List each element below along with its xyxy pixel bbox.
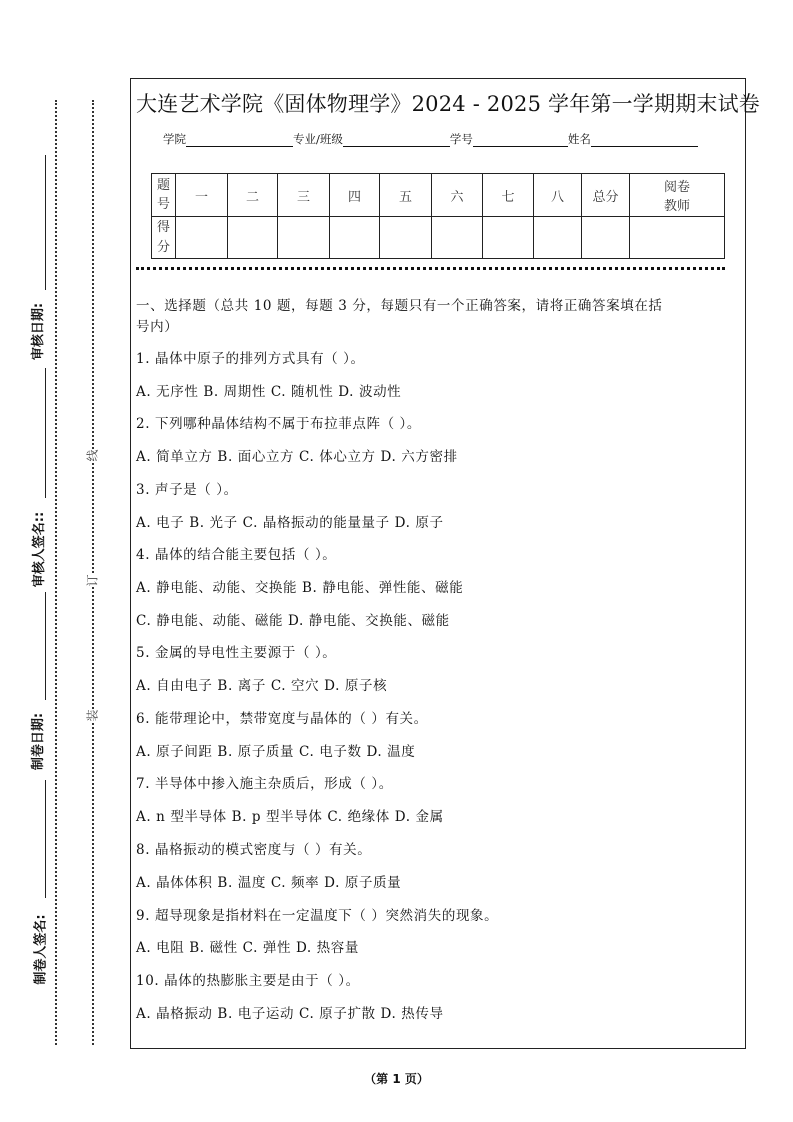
question-line: 5. 金属的导电性主要源于（ ）。: [136, 645, 337, 661]
question-line: 4. 晶体的结合能主要包括（ ）。: [136, 547, 337, 563]
student-id-label: 学号: [449, 132, 473, 146]
col-header: 阅卷教师: [630, 174, 725, 217]
options-line: A. 自由电子 B. 离子 C. 空穴 D. 原子核: [136, 678, 388, 694]
score-cell[interactable]: [278, 217, 330, 259]
col-header: 一: [176, 174, 228, 217]
prepare-date-line: [45, 592, 46, 700]
score-cell[interactable]: [534, 217, 582, 259]
question-line: 1. 晶体中原子的排列方式具有（ ）。: [136, 351, 365, 367]
binding-char-ding: 订: [85, 574, 100, 587]
col-header: 二: [228, 174, 278, 217]
question-line: 10. 晶体的热膨胀主要是由于（ ）。: [136, 973, 360, 989]
question-line: 9. 超导现象是指材料在一定温度下（ ）突然消失的现象。: [136, 908, 499, 924]
col-header: 三: [278, 174, 330, 217]
col-header: 七: [483, 174, 534, 217]
review-date-line: [45, 155, 46, 290]
score-cell[interactable]: [582, 217, 630, 259]
question-line: 7. 半导体中掺入施主杂质后，形成（ ）。: [136, 776, 393, 792]
major-class-field[interactable]: [343, 133, 450, 147]
preparer-signature-label: 制卷人签名:: [33, 914, 49, 985]
student-info-row: [163, 131, 698, 147]
options-line: A. 电阻 B. 磁性 C. 弹性 D. 热容量: [136, 940, 359, 956]
score-cell[interactable]: [228, 217, 278, 259]
options-line: A. n 型半导体 B. p 型半导体 C. 绝缘体 D. 金属: [136, 809, 444, 825]
binding-char-zhuang: 装: [85, 709, 100, 722]
options-line: A. 简单立方 B. 面心立方 C. 体心立方 D. 六方密排: [136, 449, 458, 465]
major-class-label: 专业/班级: [293, 132, 343, 146]
section-heading-cont: 号内）: [136, 319, 179, 335]
exam-title: 大连艺术学院《固体物理学》2024 - 2025 学年第一学期期末试卷: [136, 92, 761, 116]
options-line: A. 晶格振动 B. 电子运动 C. 原子扩散 D. 热传导: [136, 1006, 444, 1022]
col-header: 六: [432, 174, 483, 217]
score-cell[interactable]: [483, 217, 534, 259]
binding-char-xian: 线: [85, 449, 100, 462]
score-cell[interactable]: [432, 217, 483, 259]
score-table: [151, 173, 725, 259]
preparer-signature-line: [45, 780, 46, 898]
prepare-date-label: 制卷日期:: [31, 712, 47, 771]
options-line: A. 原子间距 B. 原子质量 C. 电子数 D. 温度: [136, 744, 416, 760]
col-header: 四: [330, 174, 380, 217]
options-line: A. 无序性 B. 周期性 C. 随机性 D. 波动性: [136, 384, 402, 400]
score-cell[interactable]: [330, 217, 380, 259]
score-cell[interactable]: [176, 217, 228, 259]
student-id-field[interactable]: [473, 133, 568, 147]
college-field[interactable]: [186, 133, 293, 147]
options-line: A. 电子 B. 光子 C. 晶格振动的能量量子 D. 原子: [136, 515, 444, 531]
col-header: 五: [380, 174, 432, 217]
question-line: 2. 下列哪种晶体结构不属于布拉菲点阵（ ）。: [136, 416, 422, 432]
col-header: 八: [534, 174, 582, 217]
section-heading: 一、选择题（总共 10 题，每题 3 分，每题只有一个正确答案，请将正确答案填在括: [136, 298, 663, 314]
score-cell[interactable]: [380, 217, 432, 259]
page-number: （第 1 页）: [364, 1072, 429, 1086]
options-line: A. 晶体体积 B. 温度 C. 频率 D. 原子质量: [136, 875, 402, 891]
question-line: 6. 能带理论中，禁带宽度与晶体的（ ）有关。: [136, 711, 428, 727]
college-label: 学院: [163, 132, 186, 146]
reviewer-signature-line: [45, 368, 46, 498]
section-separator: [136, 267, 725, 270]
score-cell[interactable]: [630, 217, 725, 259]
binding-dotted-line-inner: [92, 100, 94, 1045]
options-line: A. 静电能、动能、交换能 B. 静电能、弹性能、磁能: [136, 580, 464, 596]
name-label: 姓名: [567, 132, 591, 146]
options-line: C. 静电能、动能、磁能 D. 静电能、交换能、磁能: [136, 613, 450, 629]
question-line: 3. 声子是（ ）。: [136, 482, 238, 498]
row-label-question-no: 题号: [152, 174, 176, 217]
row-label-score: 得分: [152, 217, 176, 259]
name-field[interactable]: [591, 133, 698, 147]
review-date-label: 审核日期:: [31, 302, 47, 361]
col-header: 总分: [582, 174, 630, 217]
question-line: 8. 晶格振动的模式密度与（ ）有关。: [136, 842, 372, 858]
binding-dotted-line-outer: [55, 100, 57, 1045]
reviewer-signature-label: 审核人签名::: [32, 511, 48, 588]
